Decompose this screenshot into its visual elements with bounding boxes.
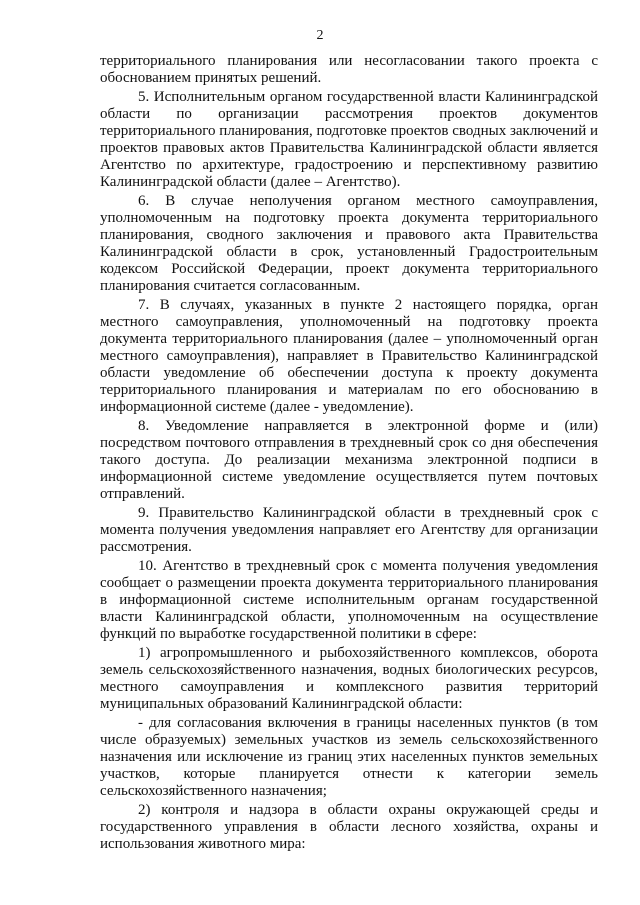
paragraph-dash-item: - для согласования включения в границы населенных пунктов (в том числе образуемых) земельных участков из земель сельскохозяйственного назначения или исключение из границ этих населенных пунктов земельных участков, которые планируется отнести к категории земель сельскохозяйственного назначения;: [100, 715, 598, 799]
paragraph-item-8: 8. Уведомление направляется в электронной форме и (или) посредством почтового отправления в трехдневный срок со дня обеспечения такого доступа. До реализации механизма электронной подписи в информационной системе уведомление осуществляется путем почтовых отправлений.: [100, 418, 598, 502]
paragraph-item-6: 6. В случае неполучения органом местного самоуправления, уполномоченным на подготовку проекта документа территориального планирования, сводного заключения и правового акта Правительства Калининградской области в срок, установленный Градостроительным кодексом Российской Федерации, проект документа территориального планирования считается согласованным.: [100, 193, 598, 294]
paragraph-continuation: территориального планирования или несогласовании такого проекта с обоснованием принятых решений.: [100, 53, 598, 86]
paragraph-item-7: 7. В случаях, указанных в пункте 2 настоящего порядка, орган местного самоуправления, уполномоченный на подготовку проекта документа территориального планирования (далее – уполномоченный орган местного самоуправления), направляет в Правительство Калининградской области уведомление об обеспечении доступа к проекту документа территориального планирования и материалам по его обоснованию в информационной системе (далее - уведомление).: [100, 297, 598, 415]
paragraph-item-5: 5. Исполнительным органом государственной власти Калининградской области по организации рассмотрения проектов документов территориального планирования, подготовке проектов сводных заключений и проектов правовых актов Правительства Калининградской области является Агентство по архитектуре, градостроению и перспективному развитию Калининградской области (далее – Агентство).: [100, 89, 598, 190]
paragraph-item-9: 9. Правительство Калининградской области в трехдневный срок с момента получения уведомления направляет его Агентству для организации рассмотрения.: [100, 505, 598, 555]
paragraph-item-10: 10. Агентство в трехдневный срок с момента получения уведомления сообщает о размещении проекта документа территориального планирования в информационной системе исполнительным органам государственной власти Калининградской области, уполномоченным на осуществление функций по выработке государственной политики в сфере:: [100, 558, 598, 642]
page-number: 2: [316, 28, 324, 43]
paragraph-subitem-1: 1) агропромышленного и рыбохозяйственного комплексов, оборота земель сельскохозяйственного назначения, водных биологических ресурсов, местного самоуправления и комплексного развития территорий муниципальных образований Калининградской области:: [100, 645, 598, 712]
document-body: [100, 53, 598, 855]
paragraph-subitem-2: 2) контроля и надзора в области охраны окружающей среды и государственного управления в области лесного хозяйства, охраны и использования животного мира:: [100, 802, 598, 852]
